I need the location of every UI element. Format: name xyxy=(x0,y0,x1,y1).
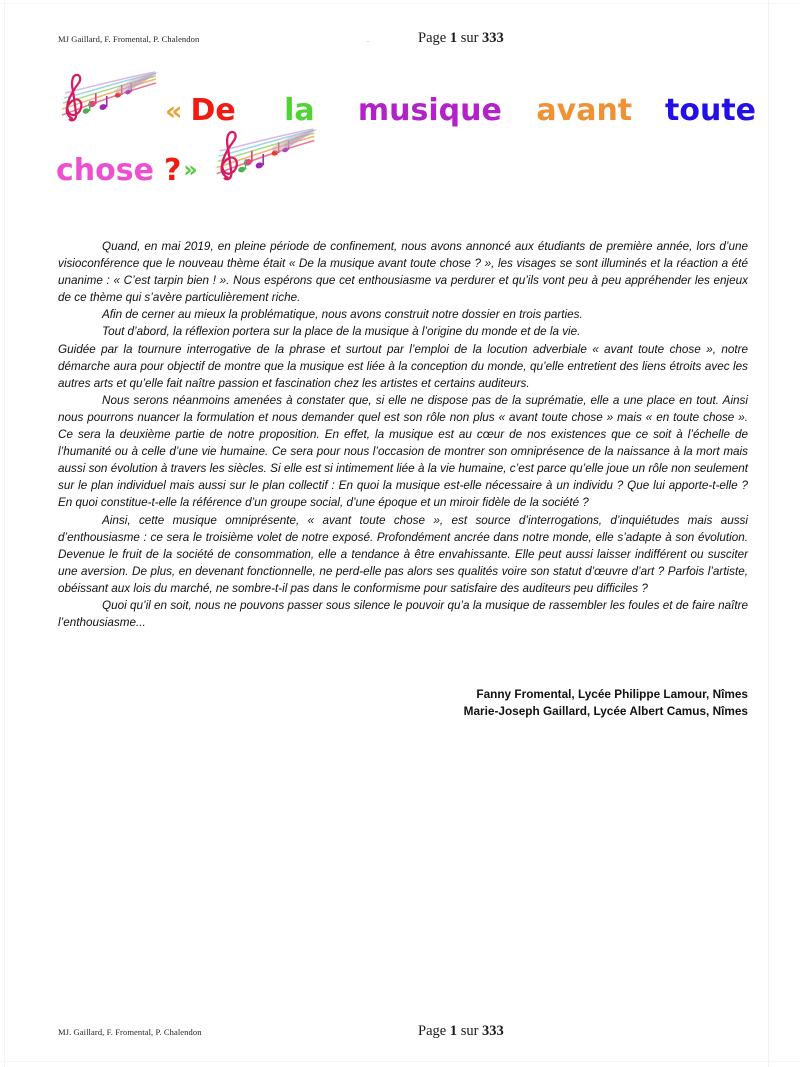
page-edge-bottom xyxy=(0,1061,800,1062)
running-footer xyxy=(58,1023,748,1040)
title-line-1 xyxy=(56,80,756,142)
title-word-musique: musique xyxy=(357,93,502,128)
footer-page-prefix: Page xyxy=(418,1023,447,1039)
title-word-avant: avant xyxy=(536,93,633,128)
title-word-chose: chose xyxy=(56,153,154,188)
header-authors: MJ Gaillard, F. Fromental, P. Chalendon xyxy=(58,34,200,44)
body-paragraph-4: Guidée par la tournure interrogative de la phrase et surtout par l’emploi de la locution adverbiale « avant toute chose », notre démarche aura pour objectif de montre que la musique est liée à la conception du monde, qu’elle entretient des liens étroits avec les autres arts et qu’elle fait naître passion et fascination chez les artistes et certains auditeurs. xyxy=(58,342,748,390)
header-page-indicator xyxy=(418,30,504,47)
footer-page-number: 1 xyxy=(449,1023,458,1039)
musical-notes-icon xyxy=(56,71,161,129)
musical-notes-icon-secondary xyxy=(210,128,320,188)
body-paragraph-7: Quoi qu’il en soit, nous ne pouvons passer sous silence le pouvoir qu’a la musique de rassembler les foules et de faire naître l’enthousiasme... xyxy=(58,598,748,630)
signature-line-2: Marie-Joseph Gaillard, Lycée Albert Camus, Nîmes xyxy=(463,704,748,718)
signature-line-1: Fanny Fromental, Lycée Philippe Lamour, Nîmes xyxy=(476,687,748,701)
running-header xyxy=(58,30,748,47)
page-edge-left xyxy=(4,0,5,1067)
title-guillemet-close: » xyxy=(183,158,198,183)
header-page-number: 1 xyxy=(449,30,458,46)
page-edge-right xyxy=(768,0,769,1067)
footer-page-total: 333 xyxy=(482,1023,504,1039)
footer-authors: MJ. Gaillard, F. Fromental, P. Chalendon xyxy=(58,1027,202,1037)
body-paragraph-3: Tout d’abord, la réflexion portera sur la place de la musique à l’origine du monde et de la vie. xyxy=(102,325,581,339)
body-paragraph-5: Nous serons néanmoins amenées à constater que, si elle ne dispose pas de la suprématie, elle a une place en tout. Ainsi nous pourrons nuancer la formulation et nous demander quel est son rôle non plus « avant toute chose » mais « en toute chose ». Ce sera la deuxième partie de notre proposition. En effet, la musique est au cœur de nos existences que ce soit à l’échelle de l’humanité ou à celle d’une vie humaine. Ce sera pour nous l’occasion de montrer son omniprésence de la naissance à la mort mais aussi son évolution à travers les siècles. Si elle est si intimement liée à la vie humaine, c’est parce qu’elle joue un rôle non seulement sur le plan individuel mais aussi sur le plan collectif : En quoi la musique est-elle nécessaire à un individu ? Que lui apporte-t-elle ? En quoi constitue-t-elle la référence d’un groupe social, d’une époque et un miroir fidèle de la société ? xyxy=(58,393,748,510)
body-paragraph-2: Afin de cerner au mieux la problématique, nous avons construit notre dossier en trois parties. xyxy=(102,308,583,322)
title-word-toute: toute xyxy=(665,93,757,128)
body-paragraph-6: Ainsi, cette musique omniprésente, « avant toute chose », est source d’interrogations, d’inquiétudes mais aussi d’enthousiasme : ce sera le troisième volet de notre exposé. Profondément ancrée dans notre monde, elle s’adapte à son évolution. Devenue le fruit de la société de consommation, elle a tendance à être envahissante. Elle peut aussi laisser indifférent ou susciter une aversion. De plus, en devenant fonctionnelle, ne perd-elle pas alors ses qualités voire son statut d’œuvre d’art ? Parfois l’artiste, obéissant aux lois du marché, ne sombre-t-il pas dans le conformisme pour satisfaire des auditeurs peu difficiles ? xyxy=(58,513,748,595)
title-guillemet-open: « xyxy=(165,95,183,127)
document-title xyxy=(56,80,756,200)
title-word-de: De xyxy=(190,93,236,128)
title-question-mark: ? xyxy=(163,153,182,188)
header-separator-dot: . xyxy=(367,35,369,44)
title-word-la: la xyxy=(284,93,315,128)
header-page-total: 333 xyxy=(482,30,504,46)
footer-page-indicator xyxy=(418,1023,504,1040)
title-line-2 xyxy=(56,142,756,200)
signature-block xyxy=(58,686,748,720)
header-page-prefix: Page xyxy=(418,30,447,46)
document-body xyxy=(58,238,748,631)
body-paragraph-1: Quand, en mai 2019, en pleine période de confinement, nous avons annoncé aux étudiants de première année, lors d’une visioconférence que le nouveau thème était « De la musique avant toute chose ? », les visages se sont illuminés et la réaction a été unanime : « C’est tarpin bien ! ». Nous espérons que cet enthousiasme va perdurer et qu’ils vont peu à peu appréhender les enjeux de ce thème qui s’avère particulièrement riche. xyxy=(58,240,748,305)
footer-page-middle: sur xyxy=(460,1023,479,1039)
page-edge-top xyxy=(0,3,800,4)
header-page-middle: sur xyxy=(460,30,479,46)
